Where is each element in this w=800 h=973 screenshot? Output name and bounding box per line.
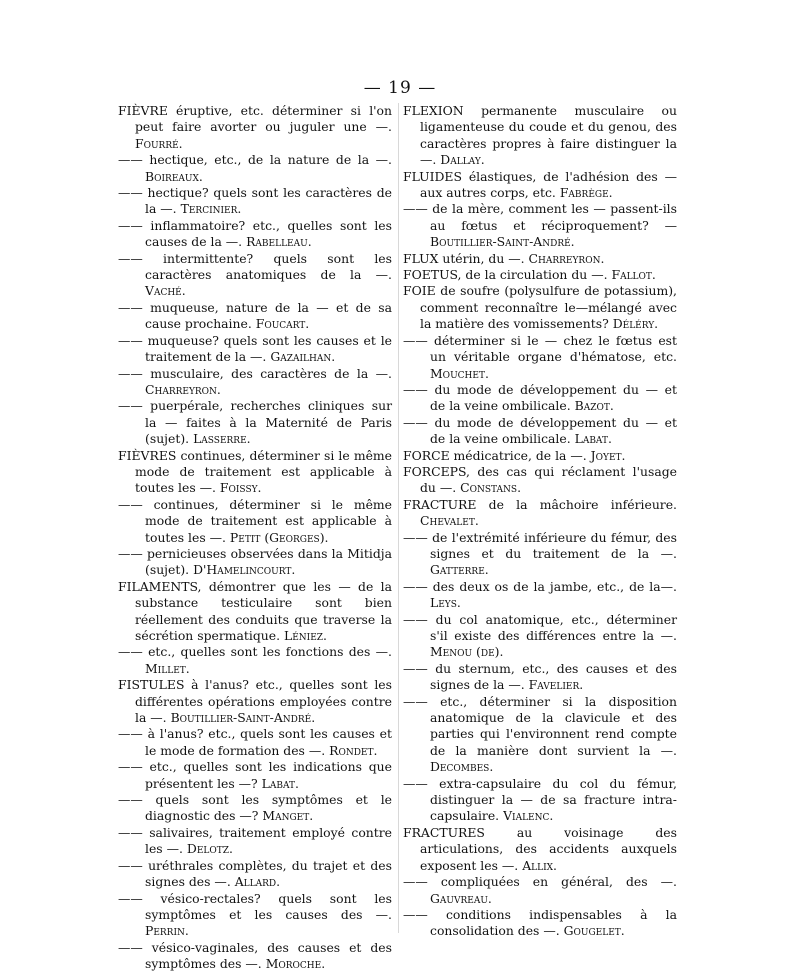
entry-author: Fabrège. bbox=[559, 185, 613, 201]
entry-text: FLEXION permanente musculaire ou ligamenteuse du coude et du genou, des caractères propres à faire distinguer la —. bbox=[403, 103, 677, 168]
entry-author: Labat. bbox=[261, 775, 299, 791]
entry-text: FORCE médicatrice, de la —. bbox=[403, 447, 587, 463]
entry-author: Menou (de). bbox=[430, 644, 504, 660]
index-entry bbox=[118, 185, 392, 218]
index-entry bbox=[403, 874, 677, 907]
entry-author: Moroche. bbox=[265, 956, 326, 972]
index-entry bbox=[403, 251, 677, 267]
entry-text: —— hectique? quels sont les caractères de la —. bbox=[118, 185, 392, 217]
entry-author: Foucart. bbox=[255, 316, 310, 332]
entry-author: Gougelet. bbox=[563, 923, 625, 939]
index-entry bbox=[118, 448, 392, 497]
index-entry bbox=[118, 497, 392, 546]
entry-text: —— à l'anus? etc., quels sont les causes et le mode de formation des —. bbox=[118, 726, 392, 758]
index-entry bbox=[118, 759, 392, 792]
entry-text: —— conditions indispensables à la consolidation des —. bbox=[403, 906, 677, 939]
entry-author: Charreyron. bbox=[528, 250, 605, 266]
entry-author: Boutillier-Saint-André. bbox=[170, 710, 316, 726]
entry-author: Chevalet. bbox=[420, 513, 479, 529]
entry-author: Fourré. bbox=[135, 135, 183, 151]
entry-author: Petit (Georges). bbox=[229, 529, 329, 545]
entry-text: —— vésico-rectales? quels sont les symptômes et les causes des —. bbox=[118, 890, 392, 922]
entry-author: Rabelleau. bbox=[246, 234, 312, 250]
entry-author: Mouchet. bbox=[430, 365, 489, 381]
entry-author: D'Hamelincourt. bbox=[193, 562, 296, 578]
index-entry bbox=[118, 579, 392, 645]
index-entry bbox=[118, 792, 392, 825]
entry-text: —— vésico-vaginales, des causes et des symptômes des —. bbox=[118, 939, 392, 972]
entry-author: Dallay. bbox=[440, 152, 485, 168]
index-entry bbox=[403, 333, 677, 382]
index-entry bbox=[403, 497, 677, 530]
index-entry bbox=[403, 694, 677, 776]
entry-text: FORCEPS, des cas qui réclament l'usage du —. bbox=[403, 463, 677, 496]
entry-text: —— uréthrales complètes, du trajet et des signes des —. bbox=[118, 857, 392, 890]
entry-text: —— continues, déterminer si le même mode de traitement est applicable à toutes les —. bbox=[118, 496, 392, 545]
index-entry bbox=[118, 940, 392, 973]
index-entry bbox=[118, 677, 392, 726]
column-divider bbox=[398, 103, 399, 933]
entry-text: —— extra-capsulaire du col du fémur, distinguer la — de sa fracture intra-capsulaire. bbox=[403, 775, 677, 824]
entry-author: Fallot. bbox=[611, 267, 656, 283]
index-entry bbox=[403, 382, 677, 415]
entry-text: —— etc., quelles sont les indications que présentent les —? bbox=[118, 759, 392, 791]
index-entry bbox=[403, 169, 677, 202]
entry-author: Boutillier-Saint-André. bbox=[430, 234, 575, 250]
entry-text: —— du mode de développement du — et de la veine ombilicale. bbox=[403, 381, 677, 414]
entry-text: FRACTURES au voisinage des articulations, des accidents auxquels exposent les —. bbox=[403, 824, 677, 873]
index-entry bbox=[118, 103, 392, 152]
entry-author: Bazot. bbox=[574, 398, 614, 414]
entry-text: —— déterminer si le — chez le fœtus est un véritable organe d'hématose, etc. bbox=[403, 332, 677, 365]
index-entry bbox=[118, 546, 392, 579]
entry-author: Tercinier. bbox=[180, 201, 242, 217]
entry-text: —— du mode de développement du — et de la veine ombilicale. bbox=[403, 414, 677, 447]
entry-author: Léniez. bbox=[283, 628, 327, 643]
entry-text: —— pernicieuses observées dans la Mitidja (sujet). bbox=[118, 545, 392, 578]
entry-author: Boireaux. bbox=[145, 168, 203, 184]
entry-text: —— puerpérale, recherches cliniques sur la — faites à la Maternité de Paris (sujet). bbox=[118, 398, 392, 447]
entry-author: Charreyron. bbox=[145, 381, 221, 397]
index-entry bbox=[118, 858, 392, 891]
entry-text: —— quels sont les symptômes et le diagnostic des —? bbox=[118, 792, 392, 824]
entry-text: —— du sternum, etc., des causes et des signes de la —. bbox=[403, 660, 677, 693]
entry-text: FOETUS, de la circulation du —. bbox=[403, 267, 608, 283]
entry-text: —— etc., quelles sont les fonctions des —. bbox=[118, 644, 392, 660]
index-entry bbox=[403, 661, 677, 694]
entry-author: Labat. bbox=[574, 431, 612, 447]
index-entry bbox=[403, 201, 677, 250]
entry-text: —— du col anatomique, etc., déterminer s'il existe des différences entre la —. bbox=[403, 611, 677, 643]
entry-author: Rondet. bbox=[329, 742, 378, 758]
index-entry bbox=[403, 907, 677, 940]
entry-author: Vialenc. bbox=[503, 808, 554, 824]
entry-author: Déléry. bbox=[612, 316, 659, 332]
index-entry bbox=[403, 448, 677, 464]
entry-author: Gatterre. bbox=[430, 562, 489, 578]
entry-text: FILAMENTS, démontrer que les — de la substance testiculaire sont bien réellement des conduits que traverse la sécrétion spermatique. bbox=[118, 578, 392, 643]
entry-author: Gazailhan. bbox=[270, 349, 336, 365]
index-entry bbox=[403, 415, 677, 448]
entry-author: Decombes. bbox=[430, 759, 494, 775]
index-entry bbox=[403, 612, 677, 661]
index-entry bbox=[403, 267, 677, 283]
entry-text: —— hectique, etc., de la nature de la —. bbox=[118, 152, 392, 168]
page-number: — 19 — bbox=[363, 78, 437, 98]
entry-text: FLUIDES élastiques, de l'adhésion des — aux autres corps, etc. bbox=[403, 168, 677, 201]
index-entry bbox=[118, 218, 392, 251]
index-entry bbox=[118, 825, 392, 858]
index-entry bbox=[118, 152, 392, 185]
index-entry bbox=[403, 530, 677, 579]
entry-text: —— compliquées en général, des —. bbox=[403, 874, 677, 890]
entry-text: —— des deux os de la jambe, etc., de la—. bbox=[403, 578, 677, 594]
entry-text: —— muqueuse? quels sont les causes et le traitement de la —. bbox=[118, 332, 392, 365]
entry-text: —— de la mère, comment les — passent-ils au fœtus et réciproquement? — bbox=[403, 201, 677, 233]
entry-text: FOIE de soufre (polysulfure de potassium), comment reconnaître le—mélangé avec la matière des vomissements? bbox=[403, 283, 677, 332]
entry-text: —— inflammatoire? etc., quelles sont les causes de la —. bbox=[118, 217, 392, 250]
entry-author: Favelier. bbox=[528, 677, 584, 693]
entry-author: Allix. bbox=[522, 857, 557, 873]
index-entry bbox=[118, 366, 392, 399]
entry-text: —— muqueuse, nature de la — et de sa cause prochaine. bbox=[118, 299, 392, 332]
index-entry bbox=[403, 776, 677, 825]
entry-text: —— salivaires, traitement employé contre les —. bbox=[118, 824, 392, 857]
entry-author: Foissy. bbox=[219, 480, 262, 496]
entry-author: Delotz. bbox=[186, 841, 233, 857]
entry-author: Joyet. bbox=[590, 447, 626, 463]
index-entry bbox=[403, 464, 677, 497]
index-entry bbox=[118, 398, 392, 447]
index-entry bbox=[403, 825, 677, 874]
entry-author: Millet. bbox=[145, 660, 190, 676]
entry-author: Allard. bbox=[234, 874, 281, 890]
index-entry bbox=[403, 103, 677, 169]
entry-author: Gauvreau. bbox=[430, 890, 492, 906]
entry-text: —— etc., déterminer si la disposition anatomique de la clavicule et des parties qui l'environnent rend compte de la manière dont survient la —. bbox=[403, 693, 677, 758]
index-entry bbox=[118, 891, 392, 940]
right-column bbox=[403, 103, 677, 940]
entry-text: —— musculaire, des caractères de la —. bbox=[118, 365, 392, 381]
index-entry bbox=[403, 283, 677, 332]
index-entry bbox=[118, 333, 392, 366]
entry-author: Constans. bbox=[460, 480, 522, 496]
entry-author: Perrin. bbox=[145, 923, 189, 939]
entry-text: FISTULES à l'anus? etc., quelles sont les différentes opérations employées contre la —. bbox=[118, 677, 392, 726]
index-entry bbox=[403, 579, 677, 612]
entry-text: FRACTURE de la mâchoire inférieure. bbox=[403, 496, 677, 512]
entry-author: Leys. bbox=[430, 595, 461, 611]
index-entry bbox=[118, 726, 392, 759]
index-entry bbox=[118, 644, 392, 677]
entry-author: Lasserre. bbox=[193, 431, 251, 447]
entry-author: Vaché. bbox=[145, 283, 186, 299]
index-entry bbox=[118, 251, 392, 300]
index-entry bbox=[118, 300, 392, 333]
entry-text: FLUX utérin, du —. bbox=[403, 250, 525, 266]
entry-author: Manget. bbox=[262, 808, 314, 824]
entry-text: —— de l'extrémité inférieure du fémur, des signes et du traitement de la —. bbox=[403, 529, 677, 561]
entry-text: FIÈVRES continues, déterminer si le même mode de traitement est applicable à toutes les —. bbox=[118, 447, 392, 496]
entry-text: —— intermittente? quels sont les caractères anatomiques de la —. bbox=[118, 250, 392, 283]
left-column bbox=[118, 103, 392, 973]
entry-text: FIÈVRE éruptive, etc. déterminer si l'on peut faire avorter ou juguler une —. bbox=[118, 103, 392, 135]
